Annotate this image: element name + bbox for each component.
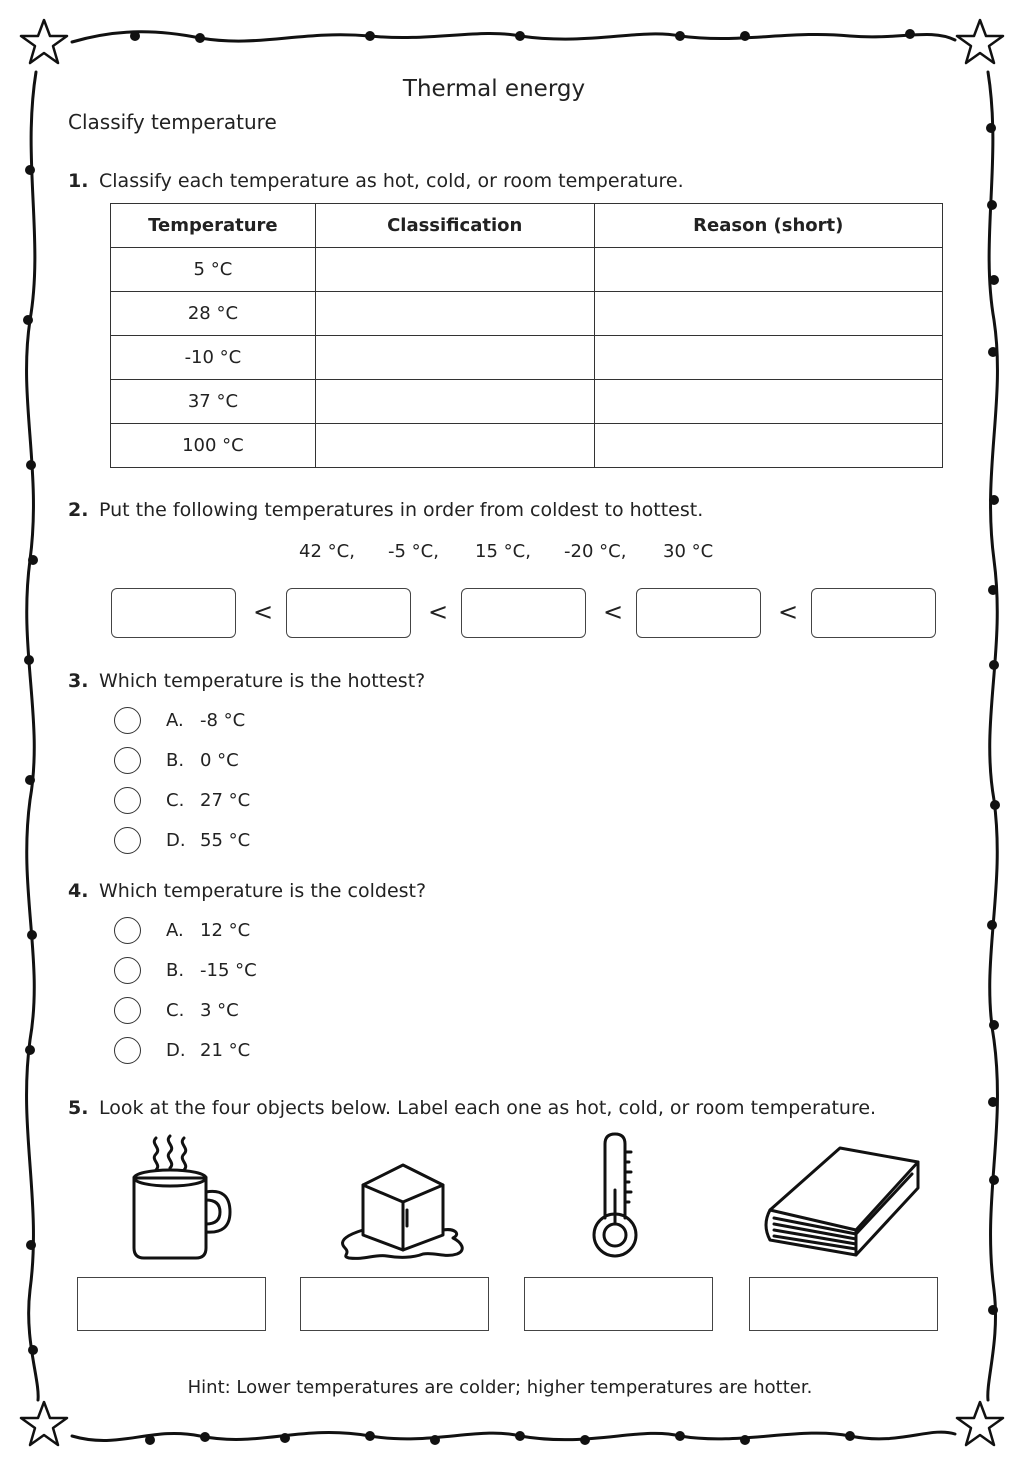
- question-2: [68, 499, 703, 521]
- reason-answer-cell[interactable]: [594, 248, 942, 292]
- less-than-sign: <: [253, 598, 274, 626]
- column-header-classification: Classification: [315, 204, 594, 248]
- less-than-sign: <: [603, 598, 624, 626]
- order-answer-box[interactable]: [636, 588, 761, 638]
- option-value: 0 °C: [200, 749, 239, 771]
- answer-option[interactable]: [114, 995, 239, 1025]
- option-value: -8 °C: [200, 709, 246, 731]
- radio-circle[interactable]: [114, 787, 141, 814]
- option-letter: B.: [166, 749, 185, 771]
- answer-option[interactable]: [114, 705, 245, 735]
- question-number: 3.: [68, 670, 89, 692]
- temperature-cell: 28 °C: [111, 292, 316, 336]
- answer-option[interactable]: [114, 1035, 250, 1065]
- option-value: 55 °C: [200, 829, 251, 851]
- answer-option[interactable]: [114, 955, 257, 985]
- question-number: 5.: [68, 1097, 89, 1119]
- question-3: [68, 670, 425, 692]
- option-value: -15 °C: [200, 959, 257, 981]
- radio-circle[interactable]: [114, 957, 141, 984]
- column-header-temperature: Temperature: [111, 204, 316, 248]
- question-text: Which temperature is the hottest?: [99, 670, 426, 692]
- table-row: [111, 380, 943, 424]
- temperature-value: 42 °C,: [299, 541, 355, 562]
- table-header-row: [111, 204, 943, 248]
- option-letter: C.: [166, 789, 185, 811]
- hot-drink-mug-icon: [120, 1130, 240, 1265]
- question-4: [68, 880, 426, 902]
- reason-answer-cell[interactable]: [594, 424, 942, 468]
- answer-option[interactable]: [114, 915, 250, 945]
- reason-answer-cell[interactable]: [594, 380, 942, 424]
- order-answer-box[interactable]: [461, 588, 586, 638]
- table-row: [111, 248, 943, 292]
- book-icon: [760, 1130, 925, 1265]
- answer-option[interactable]: [114, 825, 250, 855]
- option-letter: B.: [166, 959, 185, 981]
- option-value: 21 °C: [200, 1039, 251, 1061]
- classification-table: [110, 203, 943, 468]
- temperature-value: 15 °C,: [475, 541, 531, 562]
- radio-circle[interactable]: [114, 917, 141, 944]
- option-letter: A.: [166, 709, 184, 731]
- table-row: [111, 336, 943, 380]
- page-title: Thermal energy: [402, 76, 586, 102]
- radio-circle[interactable]: [114, 707, 141, 734]
- radio-circle[interactable]: [114, 997, 141, 1024]
- option-value: 27 °C: [200, 789, 251, 811]
- option-value: 3 °C: [200, 999, 239, 1021]
- temperature-cell: 100 °C: [111, 424, 316, 468]
- option-letter: D.: [166, 1039, 186, 1061]
- object-label-box[interactable]: [300, 1277, 489, 1331]
- temperature-cell: -10 °C: [111, 336, 316, 380]
- radio-circle[interactable]: [114, 1037, 141, 1064]
- melting-ice-cube-icon: [335, 1130, 470, 1265]
- table-row: [111, 292, 943, 336]
- thermometer-icon: [585, 1130, 645, 1265]
- classification-answer-cell[interactable]: [315, 336, 594, 380]
- option-letter: A.: [166, 919, 184, 941]
- question-text: Look at the four objects below. Label each one as hot, cold, or room temperature.: [99, 1097, 877, 1119]
- question-number: 1.: [68, 170, 89, 192]
- question-number: 4.: [68, 880, 89, 902]
- temperature-value: 30 °C: [663, 541, 714, 562]
- question-text: Classify each temperature as hot, cold, or room temperature.: [99, 170, 684, 192]
- less-than-sign: <: [778, 598, 799, 626]
- order-answer-box[interactable]: [111, 588, 236, 638]
- question-text: Put the following temperatures in order from coldest to hottest.: [99, 499, 704, 521]
- less-than-sign: <: [428, 598, 449, 626]
- reason-answer-cell[interactable]: [594, 336, 942, 380]
- question-5: [68, 1097, 876, 1119]
- temperature-value: -5 °C,: [388, 541, 439, 562]
- option-letter: C.: [166, 999, 185, 1021]
- answer-option[interactable]: [114, 745, 239, 775]
- question-text: Which temperature is the coldest?: [99, 880, 427, 902]
- radio-circle[interactable]: [114, 827, 141, 854]
- order-answer-box[interactable]: [811, 588, 936, 638]
- classification-answer-cell[interactable]: [315, 380, 594, 424]
- order-answer-box[interactable]: [286, 588, 411, 638]
- temperature-cell: 5 °C: [111, 248, 316, 292]
- object-label-box[interactable]: [524, 1277, 713, 1331]
- option-value: 12 °C: [200, 919, 251, 941]
- column-header-reason: Reason (short): [594, 204, 942, 248]
- page-subtitle: Classify temperature: [68, 110, 277, 134]
- reason-answer-cell[interactable]: [594, 292, 942, 336]
- question-number: 2.: [68, 499, 89, 521]
- table-row: [111, 424, 943, 468]
- object-label-box[interactable]: [77, 1277, 266, 1331]
- classification-answer-cell[interactable]: [315, 248, 594, 292]
- hint-text: Hint: Lower temperatures are colder; higher temperatures are hotter.: [187, 1377, 813, 1398]
- option-letter: D.: [166, 829, 186, 851]
- question-1: [68, 170, 684, 192]
- temperature-value: -20 °C,: [564, 541, 627, 562]
- temperature-cell: 37 °C: [111, 380, 316, 424]
- answer-option[interactable]: [114, 785, 250, 815]
- classification-answer-cell[interactable]: [315, 292, 594, 336]
- object-label-box[interactable]: [749, 1277, 938, 1331]
- radio-circle[interactable]: [114, 747, 141, 774]
- classification-answer-cell[interactable]: [315, 424, 594, 468]
